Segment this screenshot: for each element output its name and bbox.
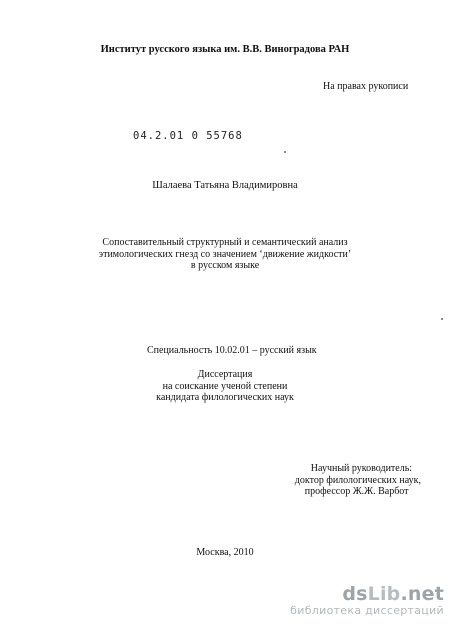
scan-speck — [441, 318, 443, 320]
city-and-year: Москва, 2010 — [196, 547, 254, 558]
watermark-logo-net: .net — [400, 583, 444, 605]
title-line: этимологических гнезд со значением ‘движение жидкости’ — [98, 248, 352, 260]
scientific-advisor — [295, 463, 421, 498]
watermark-logo — [290, 584, 444, 604]
degree-line: Диссертация — [197, 369, 253, 380]
dslib-watermark — [290, 584, 444, 617]
watermark-subtitle: библиотека диссертаций — [290, 604, 444, 617]
advisor-line: доктор филологических наук, — [294, 474, 421, 486]
institute-name: Институт русского языка им. В.В. Виноградова РАН — [100, 44, 350, 55]
scan-speck — [284, 151, 286, 153]
library-stamp-number: 04.2.01 0 55768 — [133, 130, 243, 142]
degree-line: кандидата филологических наук — [156, 392, 294, 403]
watermark-logo-ds: ds — [342, 583, 368, 605]
advisor-line: Научный руководитель: — [310, 463, 413, 474]
degree-line: на соискание ученой степени — [162, 380, 288, 392]
title-line: в русском языке — [190, 260, 260, 271]
specialty-line: Специальность 10.02.01 – русский язык — [147, 345, 317, 356]
degree-statement — [0, 369, 450, 404]
manuscript-rights-note: На правах рукописи — [323, 81, 409, 92]
dissertation-title — [0, 237, 450, 272]
advisor-line: профессор Ж.Ж. Варбот — [304, 486, 409, 497]
watermark-logo-lib: Lib — [367, 583, 401, 605]
title-line: Сопоставительный структурный и семантический анализ — [102, 237, 348, 248]
author-name: Шалаева Татьяна Владимировна — [152, 180, 298, 191]
